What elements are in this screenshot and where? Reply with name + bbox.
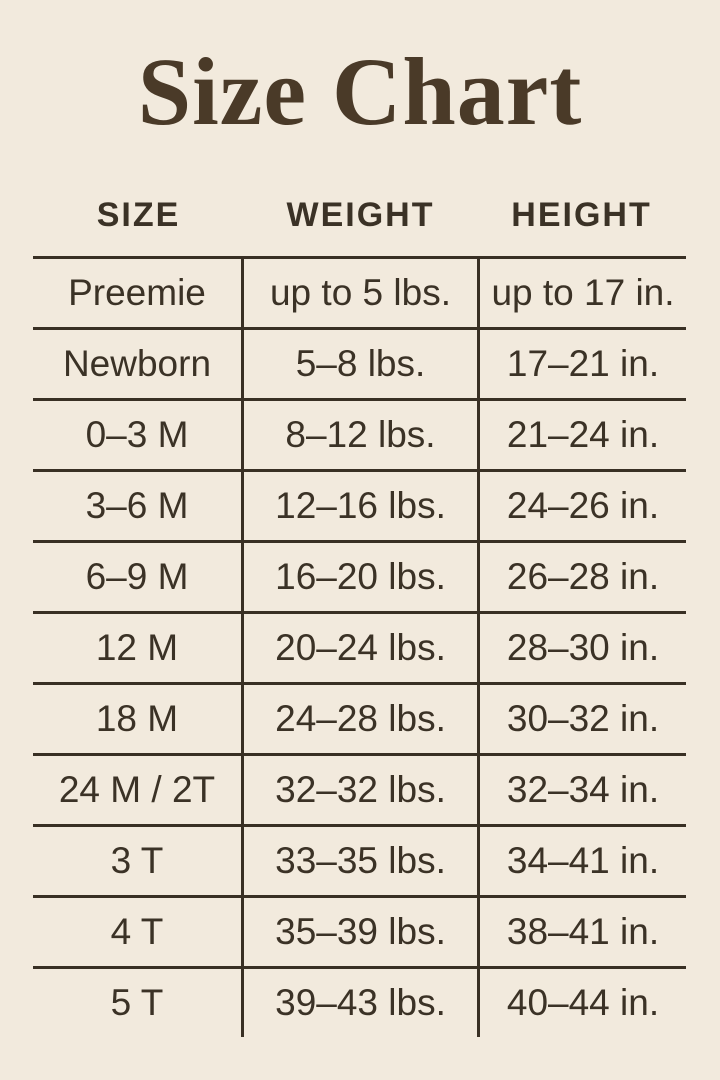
weight-cell: 24–28 lbs. [244,682,477,753]
height-cell: 40–44 in. [477,966,686,1037]
height-cell: 28–30 in. [477,611,686,682]
height-cell: 38–41 in. [477,895,686,966]
height-cell: 17–21 in. [477,327,686,398]
weight-cell: 32–32 lbs. [244,753,477,824]
height-cell: 26–28 in. [477,540,686,611]
size-cell: Preemie [33,256,244,327]
size-cell: 4 T [33,895,244,966]
weight-cell: up to 5 lbs. [244,256,477,327]
column-header-weight: WEIGHT [286,196,435,234]
size-cell: Newborn [33,327,244,398]
weight-cell: 12–16 lbs. [244,469,477,540]
size-cell: 12 M [33,611,244,682]
size-cell: 3–6 M [33,469,244,540]
table-header [33,198,687,232]
weight-cell: 16–20 lbs. [244,540,477,611]
weight-cell: 35–39 lbs. [244,895,477,966]
height-cell: 24–26 in. [477,469,686,540]
height-cell: 21–24 in. [477,398,686,469]
size-cell: 6–9 M [33,540,244,611]
column-header-height: HEIGHT [511,196,652,234]
height-cell: up to 17 in. [477,256,686,327]
size-cell: 5 T [33,966,244,1037]
size-table [33,256,687,1037]
page-title: Size Chart [137,38,583,145]
size-cell: 3 T [33,824,244,895]
height-cell: 32–34 in. [477,753,686,824]
weight-cell: 8–12 lbs. [244,398,477,469]
size-cell: 0–3 M [33,398,244,469]
size-cell: 18 M [33,682,244,753]
weight-cell: 39–43 lbs. [244,966,477,1037]
size-cell: 24 M / 2T [33,753,244,824]
height-cell: 30–32 in. [477,682,686,753]
weight-cell: 5–8 lbs. [244,327,477,398]
height-cell: 34–41 in. [477,824,686,895]
weight-cell: 20–24 lbs. [244,611,477,682]
weight-cell: 33–35 lbs. [244,824,477,895]
column-header-size: SIZE [96,196,181,234]
